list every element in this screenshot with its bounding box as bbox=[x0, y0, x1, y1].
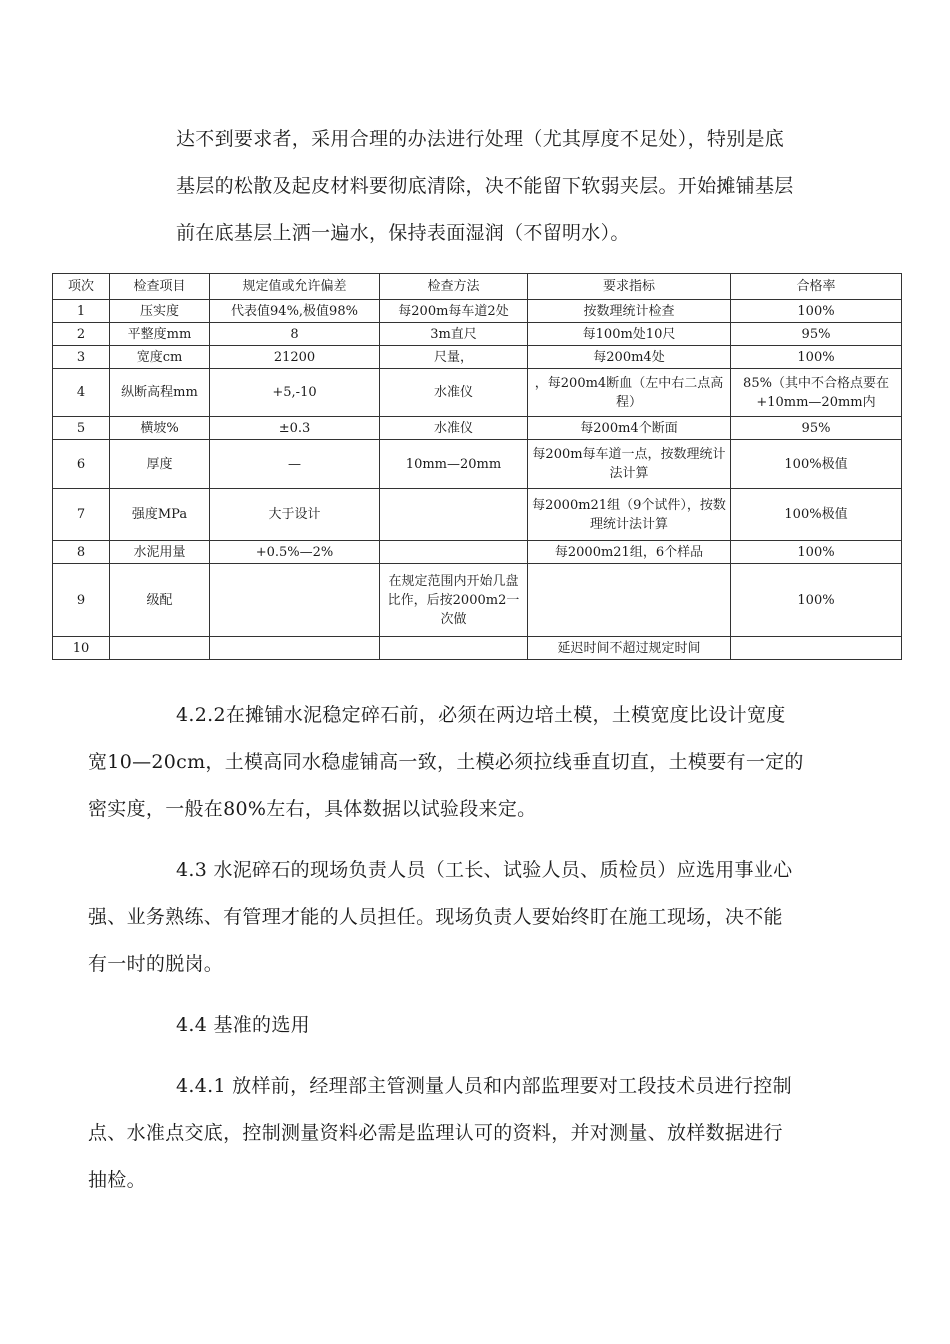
table-row bbox=[53, 541, 902, 564]
section-4-3-line: 有一时的脱岗。 bbox=[88, 953, 224, 975]
table-cell: 6 bbox=[53, 440, 110, 489]
table-row bbox=[53, 300, 902, 323]
header-cell: 合格率 bbox=[731, 274, 902, 300]
table-cell: 平整度mm bbox=[110, 323, 210, 346]
table-cell: 100% bbox=[731, 346, 902, 369]
section-4-2-2-line: 宽10—20cm，土模高同水稳虚铺高一致，土模必须拉线垂直切直，土模要有一定的 bbox=[88, 751, 804, 773]
table-cell: 横坡% bbox=[110, 417, 210, 440]
header-cell: 规定值或允许偏差 bbox=[210, 274, 380, 300]
table-cell: 21200 bbox=[210, 346, 380, 369]
table-cell: 4 bbox=[53, 369, 110, 417]
table-cell bbox=[380, 541, 528, 564]
table-cell bbox=[210, 637, 380, 660]
table-cell: 100% bbox=[731, 541, 902, 564]
table-cell: 按数理统计检查 bbox=[528, 300, 731, 323]
header-cell: 检查方法 bbox=[380, 274, 528, 300]
table-cell: 每2000m21组（9个试件），按数理统计法计算 bbox=[528, 489, 731, 541]
table-cell: 100% bbox=[731, 300, 902, 323]
intro-line: 基层的松散及起皮材料要彻底清除，决不能留下软弱夹层。开始摊铺基层 bbox=[176, 175, 794, 197]
table-cell: 水准仪 bbox=[380, 369, 528, 417]
table-row bbox=[53, 323, 902, 346]
table-cell: 尺量， bbox=[380, 346, 528, 369]
table-cell: 100%极值 bbox=[731, 440, 902, 489]
table-row bbox=[53, 637, 902, 660]
table-cell bbox=[731, 637, 902, 660]
section-4-2-2-line: 4.2.2在摊铺水泥稳定碎石前，必须在两边培土模，土模宽度比设计宽度 bbox=[176, 704, 786, 726]
table-row bbox=[53, 489, 902, 541]
table-cell: 延迟时间不超过规定时间 bbox=[528, 637, 731, 660]
table-cell: — bbox=[210, 440, 380, 489]
table-cell: 厚度 bbox=[110, 440, 210, 489]
section-4-4-1-line: 4.4.1 放样前，经理部主管测量人员和内部监理要对工段技术员进行控制 bbox=[176, 1075, 792, 1097]
table-cell: 100% bbox=[731, 564, 902, 637]
table-cell: 9 bbox=[53, 564, 110, 637]
table-cell: 每200m每车道一点，按数理统计法计算 bbox=[528, 440, 731, 489]
table-cell: 8 bbox=[53, 541, 110, 564]
table-cell: +5,-10 bbox=[210, 369, 380, 417]
table-cell: 压实度 bbox=[110, 300, 210, 323]
table-cell: 水准仪 bbox=[380, 417, 528, 440]
section-4-4-heading: 4.4 基准的选用 bbox=[176, 1014, 310, 1036]
table-cell: 每2000m21组，6个样品 bbox=[528, 541, 731, 564]
table-cell: 宽度cm bbox=[110, 346, 210, 369]
table-cell: 大于设计 bbox=[210, 489, 380, 541]
header-cell: 要求指标 bbox=[528, 274, 731, 300]
inspection-table bbox=[52, 273, 902, 660]
table-cell: ±0.3 bbox=[210, 417, 380, 440]
table-cell bbox=[528, 564, 731, 637]
table-row bbox=[53, 369, 902, 417]
table-cell: 每200m4个断面 bbox=[528, 417, 731, 440]
table-cell: 95% bbox=[731, 417, 902, 440]
body-text bbox=[88, 692, 898, 1204]
table-cell: 10mm—20mm bbox=[380, 440, 528, 489]
table-cell: 在规定范围内开始几盘比作，后按2000m2一次做 bbox=[380, 564, 528, 637]
table-row bbox=[53, 346, 902, 369]
table-row bbox=[53, 564, 902, 637]
intro-paragraph bbox=[88, 116, 898, 257]
table-cell: 代表值94%,极值98% bbox=[210, 300, 380, 323]
table-row bbox=[53, 440, 902, 489]
table-cell: 100%极值 bbox=[731, 489, 902, 541]
table-cell: 水泥用量 bbox=[110, 541, 210, 564]
table-cell bbox=[380, 637, 528, 660]
table-header-row bbox=[53, 274, 902, 300]
section-4-4-1-line: 抽检。 bbox=[88, 1169, 146, 1191]
intro-line: 达不到要求者，采用合理的办法进行处理（尤其厚度不足处），特别是底 bbox=[176, 128, 785, 150]
table-cell: 7 bbox=[53, 489, 110, 541]
table-cell: 纵断高程mm bbox=[110, 369, 210, 417]
table-cell: 85%（其中不合格点要在+10mm—20mm内 bbox=[731, 369, 902, 417]
section-4-2-2-line: 密实度，一般在80%左右，具体数据以试验段来定。 bbox=[88, 798, 537, 820]
table-cell: 3m直尺 bbox=[380, 323, 528, 346]
table-cell: +0.5%—2% bbox=[210, 541, 380, 564]
section-4-3-line: 4.3 水泥碎石的现场负责人员（工长、试验人员、质检员）应选用事业心 bbox=[176, 859, 793, 881]
header-cell: 项次 bbox=[53, 274, 110, 300]
table-cell: 强度MPa bbox=[110, 489, 210, 541]
header-cell: 检查项目 bbox=[110, 274, 210, 300]
table-cell: 10 bbox=[53, 637, 110, 660]
table-cell: 95% bbox=[731, 323, 902, 346]
table-cell: 每200m每车道2处 bbox=[380, 300, 528, 323]
table-row bbox=[53, 417, 902, 440]
table-cell: ，每200m4断血（左中右二点高程） bbox=[528, 369, 731, 417]
intro-line: 前在底基层上洒一遍水，保持表面湿润（不留明水）。 bbox=[176, 222, 630, 244]
table-cell: 8 bbox=[210, 323, 380, 346]
table-cell: 1 bbox=[53, 300, 110, 323]
table-cell: 3 bbox=[53, 346, 110, 369]
table-cell: 级配 bbox=[110, 564, 210, 637]
table-cell bbox=[210, 564, 380, 637]
table-cell bbox=[380, 489, 528, 541]
table-cell: 5 bbox=[53, 417, 110, 440]
section-4-3-line: 强、业务熟练、有管理才能的人员担任。现场负责人要始终盯在施工现场，决不能 bbox=[88, 906, 783, 928]
table-cell: 每100m处10尺 bbox=[528, 323, 731, 346]
table-cell bbox=[110, 637, 210, 660]
section-4-4-1-line: 点、水准点交底，控制测量资料必需是监理认可的资料，并对测量、放样数据进行 bbox=[88, 1122, 783, 1144]
table-cell: 2 bbox=[53, 323, 110, 346]
table-cell: 每200m4处 bbox=[528, 346, 731, 369]
